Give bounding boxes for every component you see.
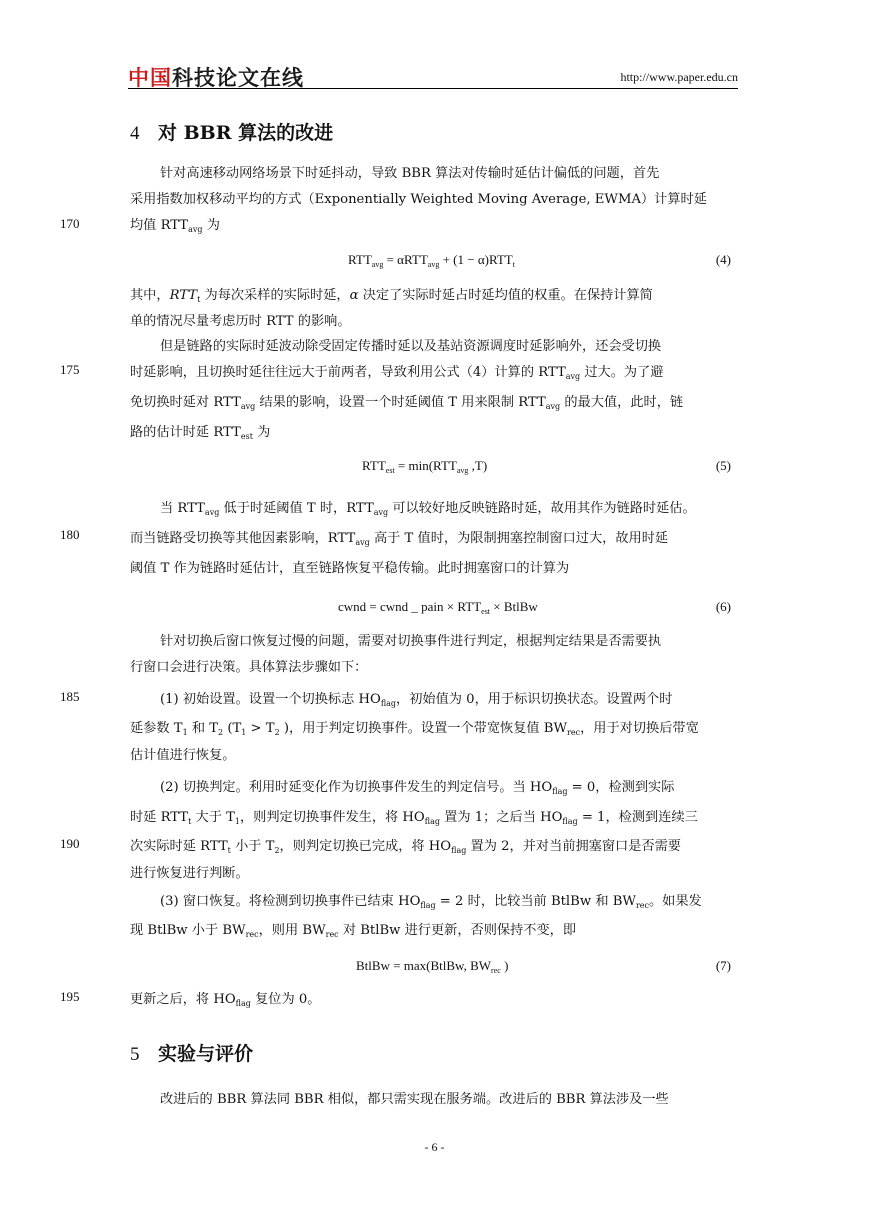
equation-6: cwnd = cwnd _ pain × $RTT_{est}$ × BtlBw (338, 599, 538, 616)
line-number: 175 (60, 362, 80, 377)
line-number: 195 (60, 989, 80, 1004)
section-title: 实验与评价 (158, 1043, 254, 1065)
section-title: 对 BBR 算法的改进 (158, 122, 334, 144)
line-number: 170 (60, 216, 80, 231)
equation-5: $RTT_{est} = \min(RTT_{avg}$ ,T) (362, 458, 488, 475)
equation-number: (5) (715, 458, 731, 473)
paragraph-line: 当 $RTT_{avg}$ 低于时延阈值 T 时，$RTT_{avg}$ 可以较好地反映链路时延，故用其作为链路时延估。 (160, 501, 696, 517)
paragraph-line: 其中，$RTT_t$ 为每次采样的实际时延，α 决定了实际时延占时延均值的权重。在保持计算简 (130, 288, 653, 304)
paragraph-line: 更新之后，将 $HO_{flag}$ 复位为 0。 (130, 992, 321, 1008)
paragraph-line: 采用指数加权移动平均的方式（Exponentially Weighted Moving Average, EWMA）计算时延 (130, 192, 707, 207)
step-2-line: 次实际时延 $RTT_t$ 小于 $T_2$，则判定切换已完成，将 $HO_{flag}$ 置为 2，并对当前拥塞窗口是否需要 (130, 839, 681, 855)
paragraph-line: 阈值 T 作为链路时延估计，直至链路恢复平稳传输。此时拥塞窗口的计算为 (130, 561, 570, 576)
section-number: 4 (130, 123, 140, 144)
step-3-line: 现 BtlBw 小于 $BW_{rec}$，则用 $BW_{rec}$ 对 BtlBw 进行更新，否则保持不变，即 (130, 923, 577, 939)
paragraph-line: 均值 $RTT_{avg}$ 为 (130, 218, 220, 234)
header-rule (128, 88, 738, 89)
step-3-line: (3) 窗口恢复。将检测到切换事件已结束 $HO_{flag} = 2$ 时，比较当前 BtlBw 和 $BW_{rec}$。如果发 (160, 894, 702, 910)
paragraph-line: 行窗口会进行决策。具体算法步骤如下： (130, 660, 368, 675)
step-2-line: 进行恢复进行判断。 (130, 866, 249, 881)
line-number: 190 (60, 836, 80, 851)
paragraph-line: 针对高速移动网络场景下时延抖动，导致 BBR 算法对传输时延估计偏低的问题，首先 (160, 166, 660, 181)
paragraph-line: 针对切换后窗口恢复过慢的问题，需要对切换事件进行判定，根据判定结果是否需要执 (160, 634, 662, 649)
paragraph-line: 单的情况尽量考虑历时 RTT 的影响。 (130, 314, 351, 329)
equation-number: (6) (715, 599, 731, 614)
section-number: 5 (130, 1044, 140, 1065)
paragraph-line: 免切换时延对 $RTT_{avg}$ 结果的影响，设置一个时延阈值 T 用来限制 $RTT_{avg}$ 的最大值，此时，链 (130, 395, 684, 411)
section-heading-5 (130, 1039, 253, 1066)
equation-7: BtlBw = max(BtlBw, $BW_{rec}$ ) (356, 958, 509, 975)
step-1-line: 延参数 $T_1$ 和 $T_2$ ($T_1 > T_2$ )，用于判定切换事件。设置一个带宽恢复值 $BW_{rec}$，用于对切换后带宽 (130, 721, 699, 737)
equation-number: (7) (715, 958, 731, 973)
paragraph-line: 时延影响，且切换时延往往远大于前两者，导致利用公式（4）计算的 $RTT_{avg}$ 过大。为了避 (130, 365, 664, 381)
header-url[interactable]: http://www.paper.edu.cn (620, 70, 738, 84)
equation-4: $RTT_{avg} = \alpha RTT_{avg} + (1 - \alpha)RTT_t$ (348, 252, 515, 269)
step-1-line: (1) 初始设置。设置一个切换标志 $HO_{flag}$，初始值为 0，用于标识切换状态。设置两个时 (160, 692, 673, 708)
journal-logo: 中国科技论文在线 (128, 66, 304, 90)
step-2-line: 时延 $RTT_t$ 大于 $T_1$，则判定切换事件发生，将 $HO_{flag}$ 置为 1；之后当 $HO_{flag} = 1$，检测到连续三 (130, 810, 698, 826)
paragraph-line: 路的估计时延 $RTT_{est}$ 为 (130, 425, 271, 441)
step-2-line: (2) 切换判定。利用时延变化作为切换事件发生的判定信号。当 $HO_{flag} = 0$，检测到实际 (160, 780, 675, 796)
page-number: - 6 - (424, 1140, 445, 1154)
paragraph-line: 而当链路受切换等其他因素影响，$RTT_{avg}$ 高于 T 值时，为限制拥塞控制窗口过大，故用时延 (130, 531, 669, 547)
line-number: 180 (60, 527, 80, 542)
section-heading-4 (130, 118, 333, 145)
equation-number: (4) (715, 252, 731, 267)
line-number: 185 (60, 689, 80, 704)
paragraph-line: 改进后的 BBR 算法同 BBR 相似，都只需实现在服务端。改进后的 BBR 算法涉及一些 (160, 1092, 669, 1107)
paragraph-line: 但是链路的实际时延波动除受固定传播时延以及基站资源调度时延影响外，还会受切换 (160, 339, 662, 354)
step-1-line: 估计值进行恢复。 (130, 748, 236, 763)
